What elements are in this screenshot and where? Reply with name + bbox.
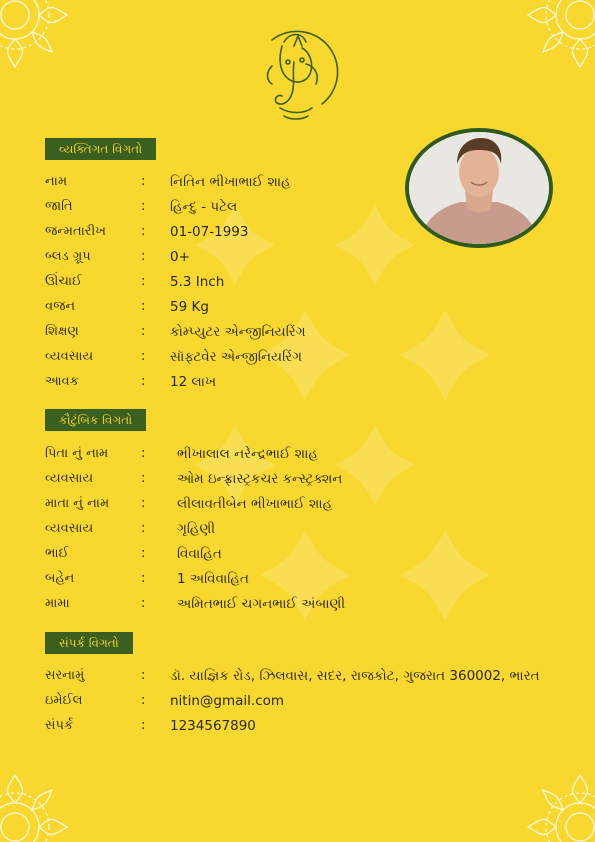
detail-separator: : <box>141 446 146 461</box>
detail-value: 1 અવિવાહિત <box>177 571 249 587</box>
detail-label: વ્યવસાય <box>45 471 94 486</box>
detail-row <box>45 666 555 686</box>
detail-value: ગૃહિણી <box>177 521 216 537</box>
detail-row <box>45 494 555 514</box>
detail-value: ભીખાલાલ નરેન્દ્રભાઈ શાહ <box>177 446 318 462</box>
detail-row <box>45 322 555 342</box>
detail-value: 01-07-1993 <box>170 224 249 240</box>
detail-row <box>45 444 555 464</box>
detail-separator: : <box>141 471 146 486</box>
detail-separator: : <box>141 349 146 364</box>
detail-separator: : <box>141 571 146 586</box>
detail-value: અમિતભાઈ ચગનભાઈ અંબાણી <box>177 596 346 612</box>
detail-row <box>45 297 555 317</box>
detail-label: જાતિ <box>45 199 73 214</box>
detail-row <box>45 197 555 217</box>
detail-label: ઇમેઈલ <box>45 693 83 708</box>
detail-value: નિતિન ભીખાભાઈ શાહ <box>170 174 291 190</box>
detail-row <box>45 569 555 589</box>
ganesha-emblem-icon <box>250 22 342 126</box>
section-heading-family: કૌટુંબિક વિગતો <box>45 409 146 431</box>
mandala-ornament-icon <box>0 0 70 70</box>
detail-separator: : <box>141 299 146 314</box>
detail-row <box>45 372 555 392</box>
detail-label: ભાઈ <box>45 546 69 561</box>
detail-value: કોમ્પ્યુટર એન્જીનિયરિંગ <box>170 324 306 340</box>
detail-row <box>45 594 555 614</box>
detail-label: મામા <box>45 596 70 611</box>
detail-label: વ્યવસાય <box>45 521 94 536</box>
detail-separator: : <box>141 496 146 511</box>
detail-separator: : <box>141 324 146 339</box>
detail-value: 1234567890 <box>170 718 256 734</box>
detail-label: વજન <box>45 299 76 314</box>
detail-value: લીલાવતીબેન ભીખાભાઈ શાહ <box>177 496 333 512</box>
detail-value: 0+ <box>170 249 190 265</box>
detail-separator: : <box>141 249 146 264</box>
detail-label: પિતા નું નામ <box>45 446 109 461</box>
detail-row <box>45 519 555 539</box>
detail-separator: : <box>141 174 146 189</box>
mandala-ornament-icon <box>0 772 70 842</box>
detail-separator: : <box>141 224 146 239</box>
detail-row <box>45 222 555 242</box>
detail-separator: : <box>141 718 146 733</box>
detail-value: 59 Kg <box>170 299 209 315</box>
section-heading-contact: સંપર્ક વિગતો <box>45 632 133 654</box>
detail-separator: : <box>141 668 146 683</box>
detail-separator: : <box>141 199 146 214</box>
detail-separator: : <box>141 596 146 611</box>
detail-label: આવક <box>45 374 79 389</box>
section-heading-personal: વ્યક્તિગત વિગતો <box>45 138 156 160</box>
detail-label: જન્મતારીખ <box>45 224 106 239</box>
mandala-ornament-icon <box>525 772 595 842</box>
detail-label: વ્યવસાય <box>45 349 94 364</box>
detail-row <box>45 247 555 267</box>
detail-label: નામ <box>45 174 68 189</box>
detail-value: વિવાહિત <box>177 546 222 562</box>
detail-value: 12 લાખ <box>170 374 217 390</box>
detail-row <box>45 691 555 711</box>
detail-label: બહેન <box>45 571 75 586</box>
detail-value: ઓમ ઇન્ફ્રાસ્ટ્રકચર કન્સ્ટ્રક્શન <box>177 471 343 487</box>
detail-value: હિન્દુ - પટેલ <box>170 199 238 215</box>
detail-row <box>45 272 555 292</box>
detail-separator: : <box>141 693 146 708</box>
detail-value: સૉફ્ટવેર એન્જીનિયરિંગ <box>170 349 302 365</box>
detail-label: શિક્ષણ <box>45 324 79 339</box>
detail-row <box>45 469 555 489</box>
mandala-ornament-icon <box>525 0 595 70</box>
detail-label: સરનામું <box>45 668 85 683</box>
detail-row <box>45 716 555 736</box>
detail-row <box>45 172 555 192</box>
detail-separator: : <box>141 374 146 389</box>
detail-separator: : <box>141 274 146 289</box>
detail-label: સંપર્ક <box>45 718 74 733</box>
detail-value: 5.3 Inch <box>170 274 225 290</box>
detail-label: બ્લડ ગ્રૂપ <box>45 249 91 264</box>
detail-separator: : <box>141 546 146 561</box>
detail-value: nitin@gmail.com <box>170 693 285 709</box>
detail-label: ઊંચાઈ <box>45 274 83 289</box>
detail-row <box>45 347 555 367</box>
detail-row <box>45 544 555 564</box>
detail-label: માતા નું નામ <box>45 496 110 511</box>
detail-separator: : <box>141 521 146 536</box>
detail-value: ડૉ. યાજ્ઞિક રોડ, ઝિલવાસ, સદર, રાજકોટ, ગુજરાત 360002, ભારત <box>170 668 540 684</box>
